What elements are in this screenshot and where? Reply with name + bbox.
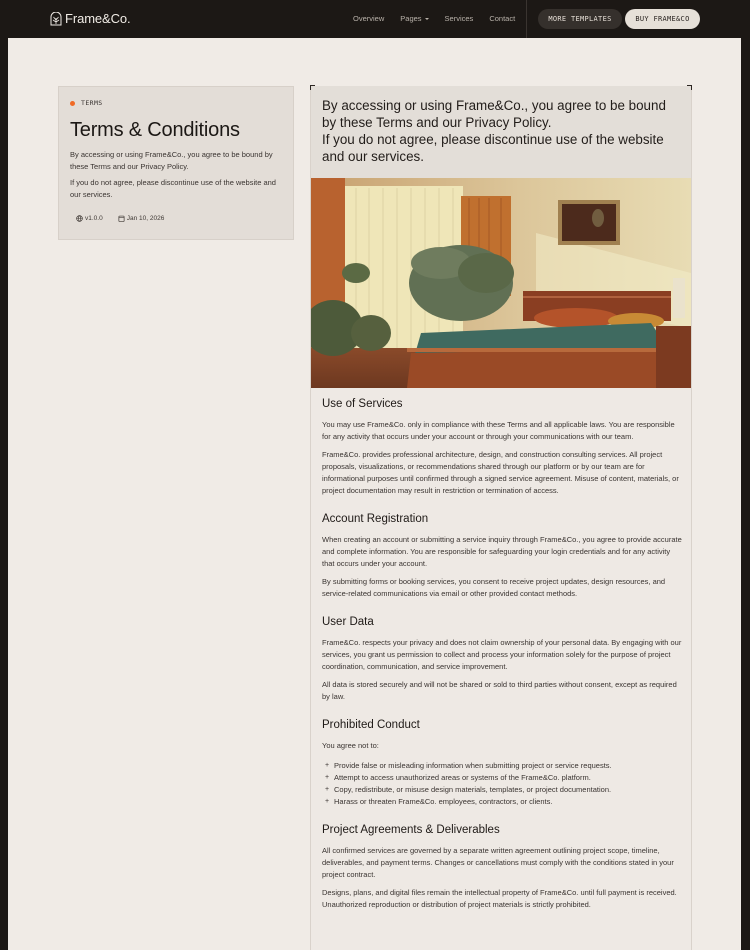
more-templates-button[interactable]: MORE TEMPLATES: [538, 9, 622, 29]
document-meta: [76, 215, 179, 222]
section-paragraph: You may use Frame&Co. only in compliance with these Terms and all applicable laws. You are responsible for any activity that occurs under your account or through your communications with our team.: [322, 420, 675, 441]
section-heading: Prohibited Conduct: [322, 719, 420, 731]
prohibited-list: [322, 760, 682, 808]
nav-contact[interactable]: Contact: [489, 14, 516, 23]
list-item: + Attempt to access unauthorized areas or systems of the Frame&Co. platform.: [322, 772, 682, 784]
section-paragraph: Frame&Co. provides professional architecture, design, and construction consulting services. All project proposals, visualizations, or recommendations shared through our platform or by our team are for informational purposes until confirmed through a signed service agreement. Misuse of content, materials, or project documentation may result in restriction or termination of access.: [322, 450, 679, 495]
header-divider: [526, 0, 527, 38]
version-text: v1.0.0: [85, 215, 103, 222]
section-paragraph: Frame&Co. respects your privacy and does not claim ownership of your personal data. By engaging with our services, you grant us permission to collect and process your information solely for the purpose of project coordination, communication, and service improvement.: [322, 638, 682, 671]
page-title: Terms & Conditions: [70, 119, 240, 141]
bedroom-illustration: [311, 178, 691, 388]
nav-pages-label: Pages: [400, 14, 422, 23]
date-text: Jan 10, 2026: [126, 215, 165, 222]
brand-name: Frame&Co.: [65, 11, 131, 26]
list-item: + Copy, redistribute, or misuse design materials, templates, or project documentation.: [322, 784, 682, 796]
section-account-registration: [322, 513, 682, 600]
section-paragraph: All confirmed services are governed by a separate written agreement outlining project scope, timeline, deliverables, and payment terms. Changes or cancellations must comply with the conditions stated in your project contract.: [322, 846, 674, 879]
section-heading: Use of Services: [322, 398, 403, 410]
summary-paragraph: If you do not agree, please discontinue use of the website and our services.: [70, 178, 276, 199]
nav-services[interactable]: Services: [444, 14, 474, 23]
intro-line: By accessing or using Frame&Co., you agree to be bound by these Terms and our Privacy Policy.: [322, 98, 666, 130]
terms-summary-card: [58, 86, 294, 240]
top-navigation-bar: [0, 0, 750, 38]
section-paragraph: All data is stored securely and will not be shared or sold to third parties without consent, except as required by law.: [322, 680, 677, 701]
main-nav: [353, 14, 515, 23]
section-heading: User Data: [322, 616, 374, 628]
buy-button[interactable]: BUY FRAME&CO: [625, 9, 700, 29]
calendar-icon: [118, 215, 125, 222]
page-content: [8, 38, 741, 950]
section-prohibited-conduct: [322, 719, 682, 808]
tag-label: TERMS: [81, 99, 103, 107]
section-use-of-services: [322, 398, 682, 497]
hero-image: [311, 178, 691, 388]
section-heading: Account Registration: [322, 513, 429, 525]
version-meta: [76, 215, 103, 222]
section-paragraph: When creating an account or submitting a service inquiry through Frame&Co., you agree to provide accurate and complete information. You are responsible for safeguarding your login credentials and for any activity that occurs under your account.: [322, 535, 682, 568]
section-paragraph: Designs, plans, and digital files remain the intellectual property of Frame&Co. until full payment is received. Unauthorized reproduction or distribution of project materials is strictly prohibited.: [322, 888, 677, 909]
arch-logo-icon: [50, 12, 62, 26]
terms-document: [310, 86, 692, 950]
section-user-data: [322, 616, 682, 703]
list-item: + Provide false or misleading information when submitting project or service requests.: [322, 760, 682, 772]
summary-paragraph: By accessing or using Frame&Co., you agree to be bound by these Terms and our Privacy Policy.: [70, 150, 273, 171]
section-paragraph: You agree not to:: [322, 741, 379, 750]
list-item: + Harass or threaten Frame&Co. employees, contractors, or clients.: [322, 796, 682, 808]
accent-dot-icon: [70, 101, 75, 106]
terms-content: [322, 398, 682, 927]
section-paragraph: By submitting forms or booking services, you consent to receive project updates, design resources, and service-related communications via email or other provided contact methods.: [322, 577, 666, 598]
globe-icon: [76, 215, 83, 222]
nav-overview[interactable]: Overview: [353, 14, 385, 23]
section-project-agreements: [322, 824, 682, 911]
brand-logo-link[interactable]: [50, 11, 131, 26]
intro-block: [311, 86, 691, 178]
intro-line: If you do not agree, please discontinue use of the website and our services.: [322, 132, 664, 164]
section-tag: [70, 99, 103, 107]
section-heading: Project Agreements & Deliverables: [322, 824, 500, 836]
caret-down-icon: [425, 18, 429, 20]
nav-pages-dropdown[interactable]: [400, 14, 428, 23]
date-meta: [118, 215, 165, 222]
